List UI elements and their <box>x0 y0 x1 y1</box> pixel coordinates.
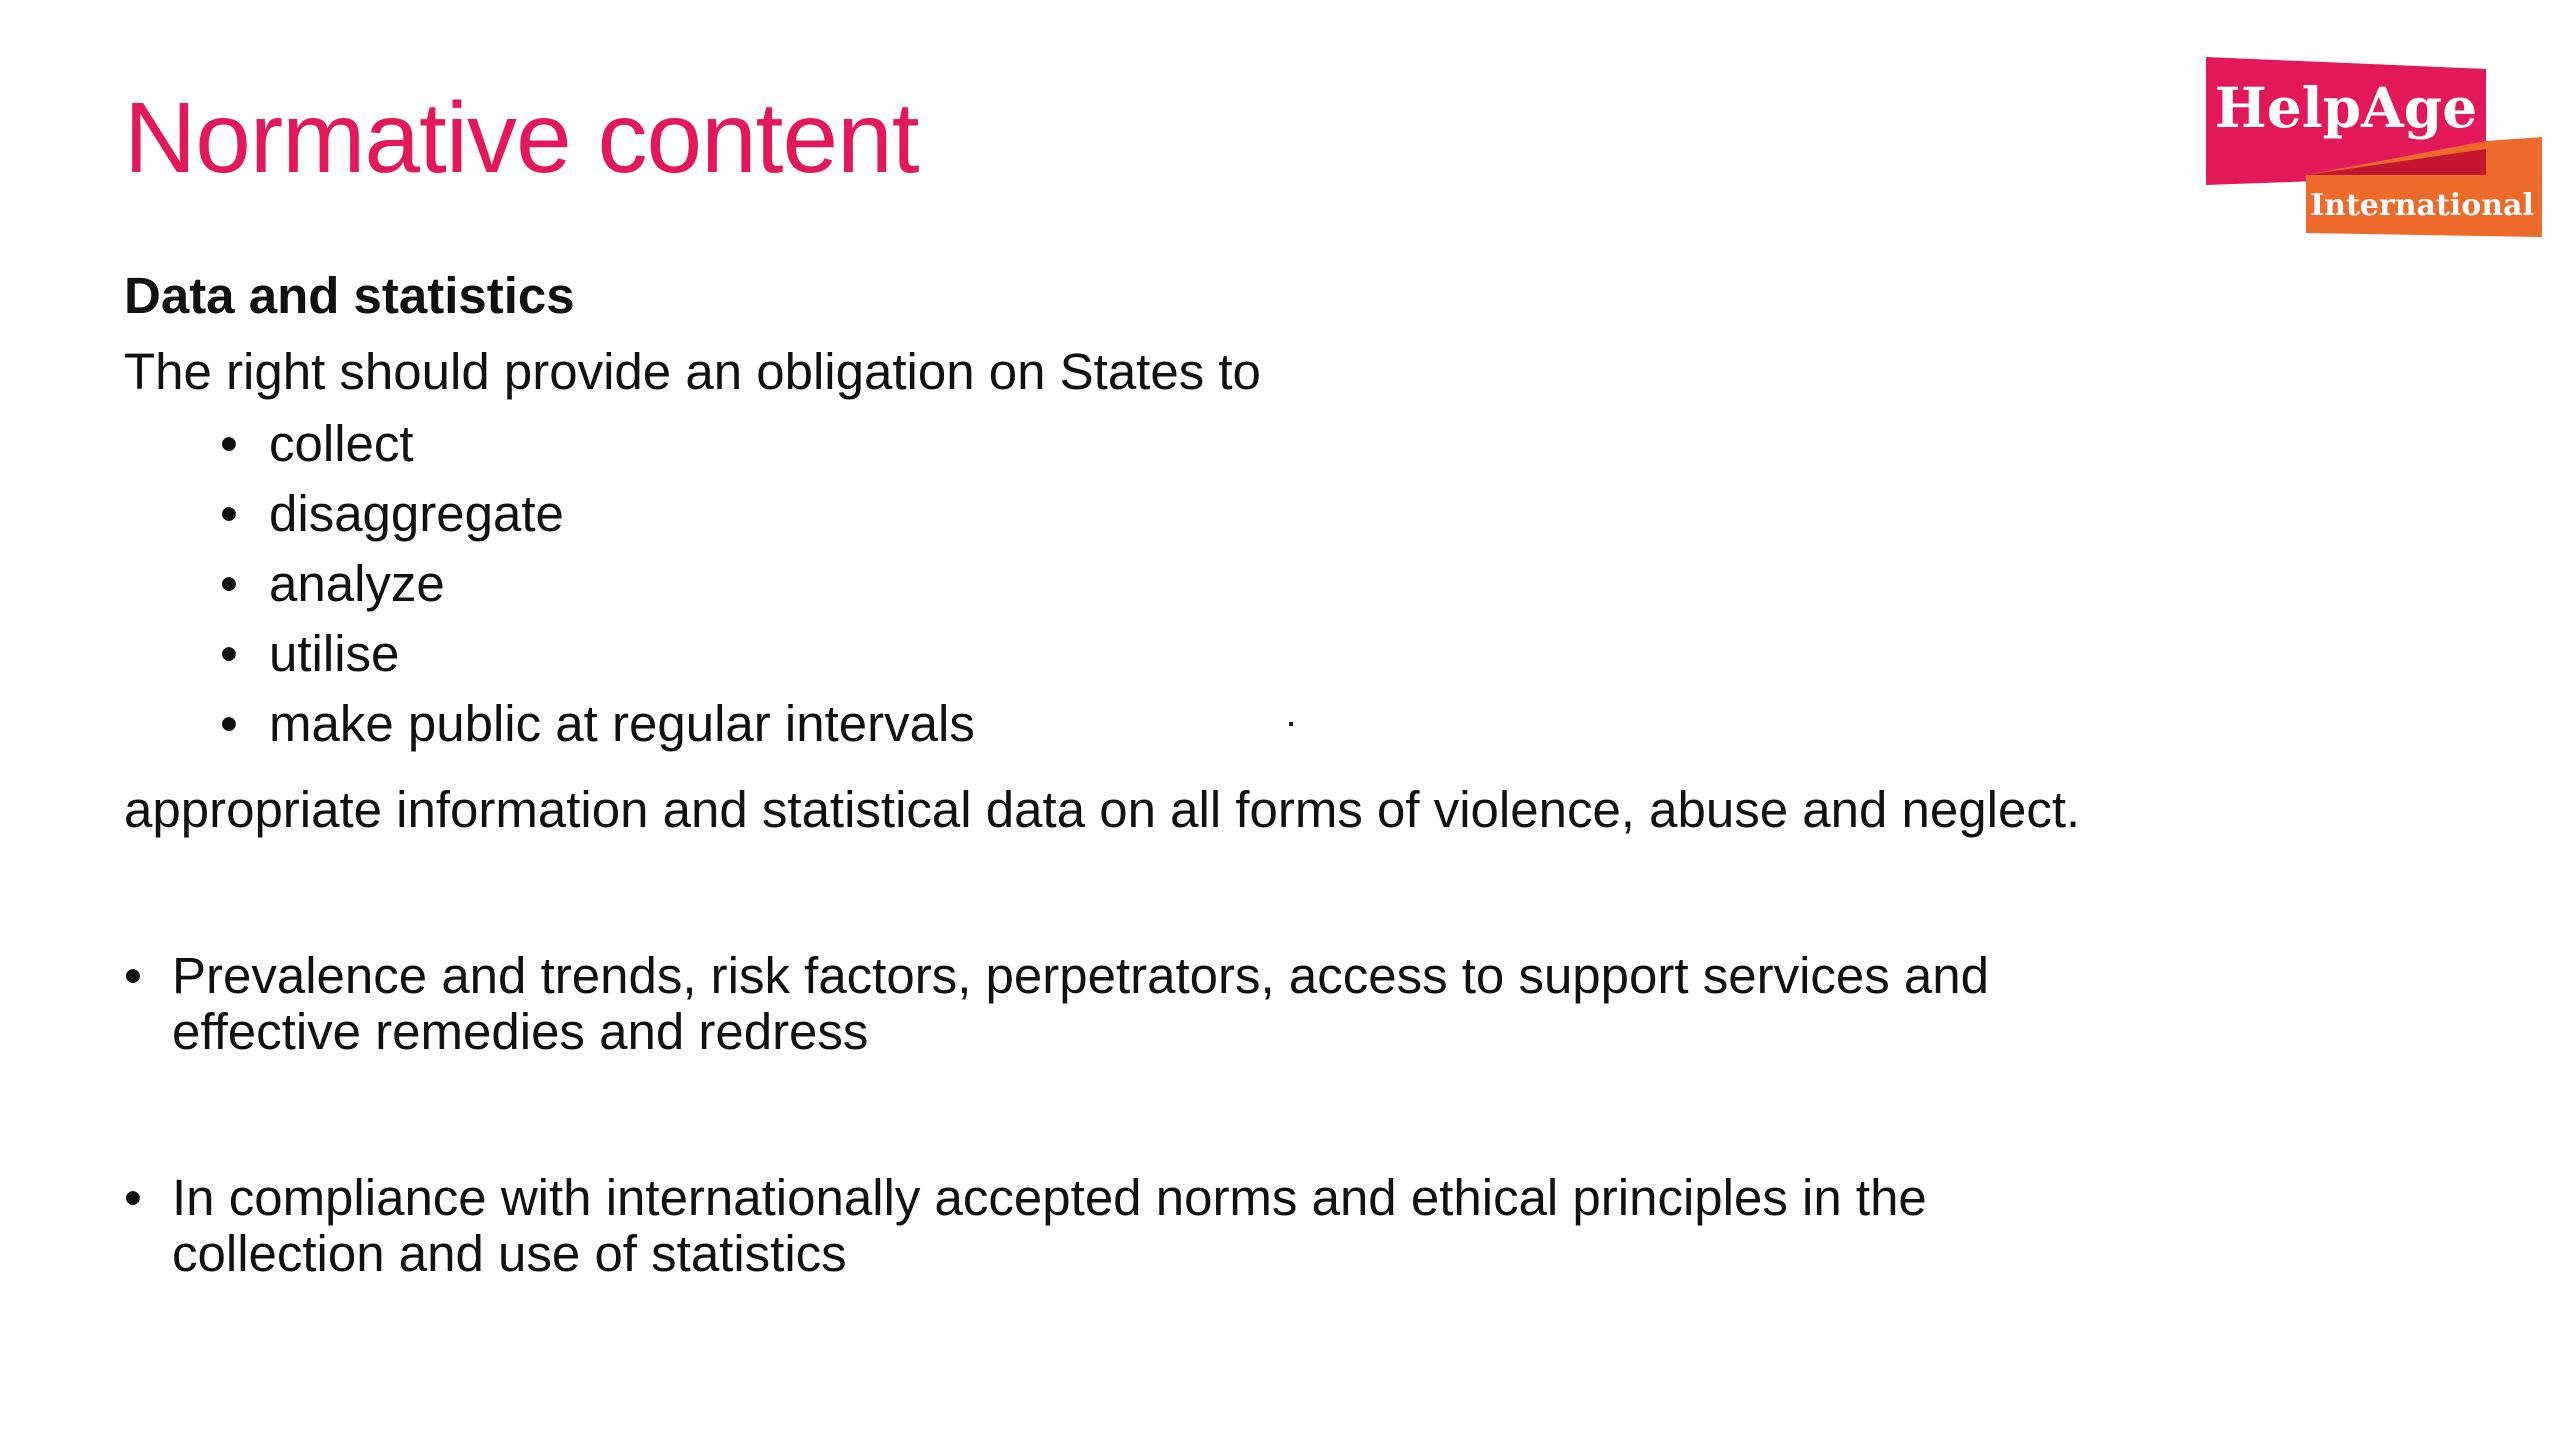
helpage-logo <box>2206 57 2542 243</box>
bullet-icon: • <box>220 485 238 542</box>
body-paragraph: appropriate information and statistical data on all forms of violence, abuse and neglect. <box>124 781 2081 838</box>
bullet-icon: • <box>220 555 238 612</box>
bullet-icon: • <box>220 415 238 472</box>
point-text: Prevalence and trends, risk factors, perpetrators, access to support services and effective remedies and redress <box>172 947 1990 1060</box>
intro-text: The right should provide an obligation on States to <box>124 343 1261 400</box>
action-item <box>124 626 2124 696</box>
section-heading: Data and statistics <box>124 267 575 324</box>
slide-title: Normative content <box>124 82 919 194</box>
action-item <box>124 486 2124 556</box>
bullet-icon: • <box>124 947 142 1004</box>
action-text: analyze <box>269 555 445 612</box>
logo-sub-text: International <box>2310 188 2534 223</box>
bullet-icon: • <box>124 1169 142 1226</box>
helpage-logo-graphic <box>2206 57 2542 243</box>
stray-dot <box>1289 722 1293 726</box>
logo-main-text: HelpAge <box>2214 75 2478 140</box>
point-text: In compliance with internationally accepted norms and ethical principles in the collection and use of statistics <box>172 1169 1927 1282</box>
action-text: collect <box>269 415 414 472</box>
action-text: make public at regular intervals <box>269 695 975 752</box>
action-list <box>124 416 2124 766</box>
points-list <box>124 948 2124 1282</box>
bullet-icon: • <box>220 625 238 682</box>
action-text: disaggregate <box>269 485 564 542</box>
action-item <box>124 556 2124 626</box>
action-text: utilise <box>269 625 400 682</box>
action-item <box>124 416 2124 486</box>
bullet-icon: • <box>220 695 238 752</box>
slide-body <box>124 268 2124 1392</box>
point-item <box>124 1170 2132 1282</box>
point-item <box>124 948 2132 1060</box>
action-item <box>124 696 2124 766</box>
